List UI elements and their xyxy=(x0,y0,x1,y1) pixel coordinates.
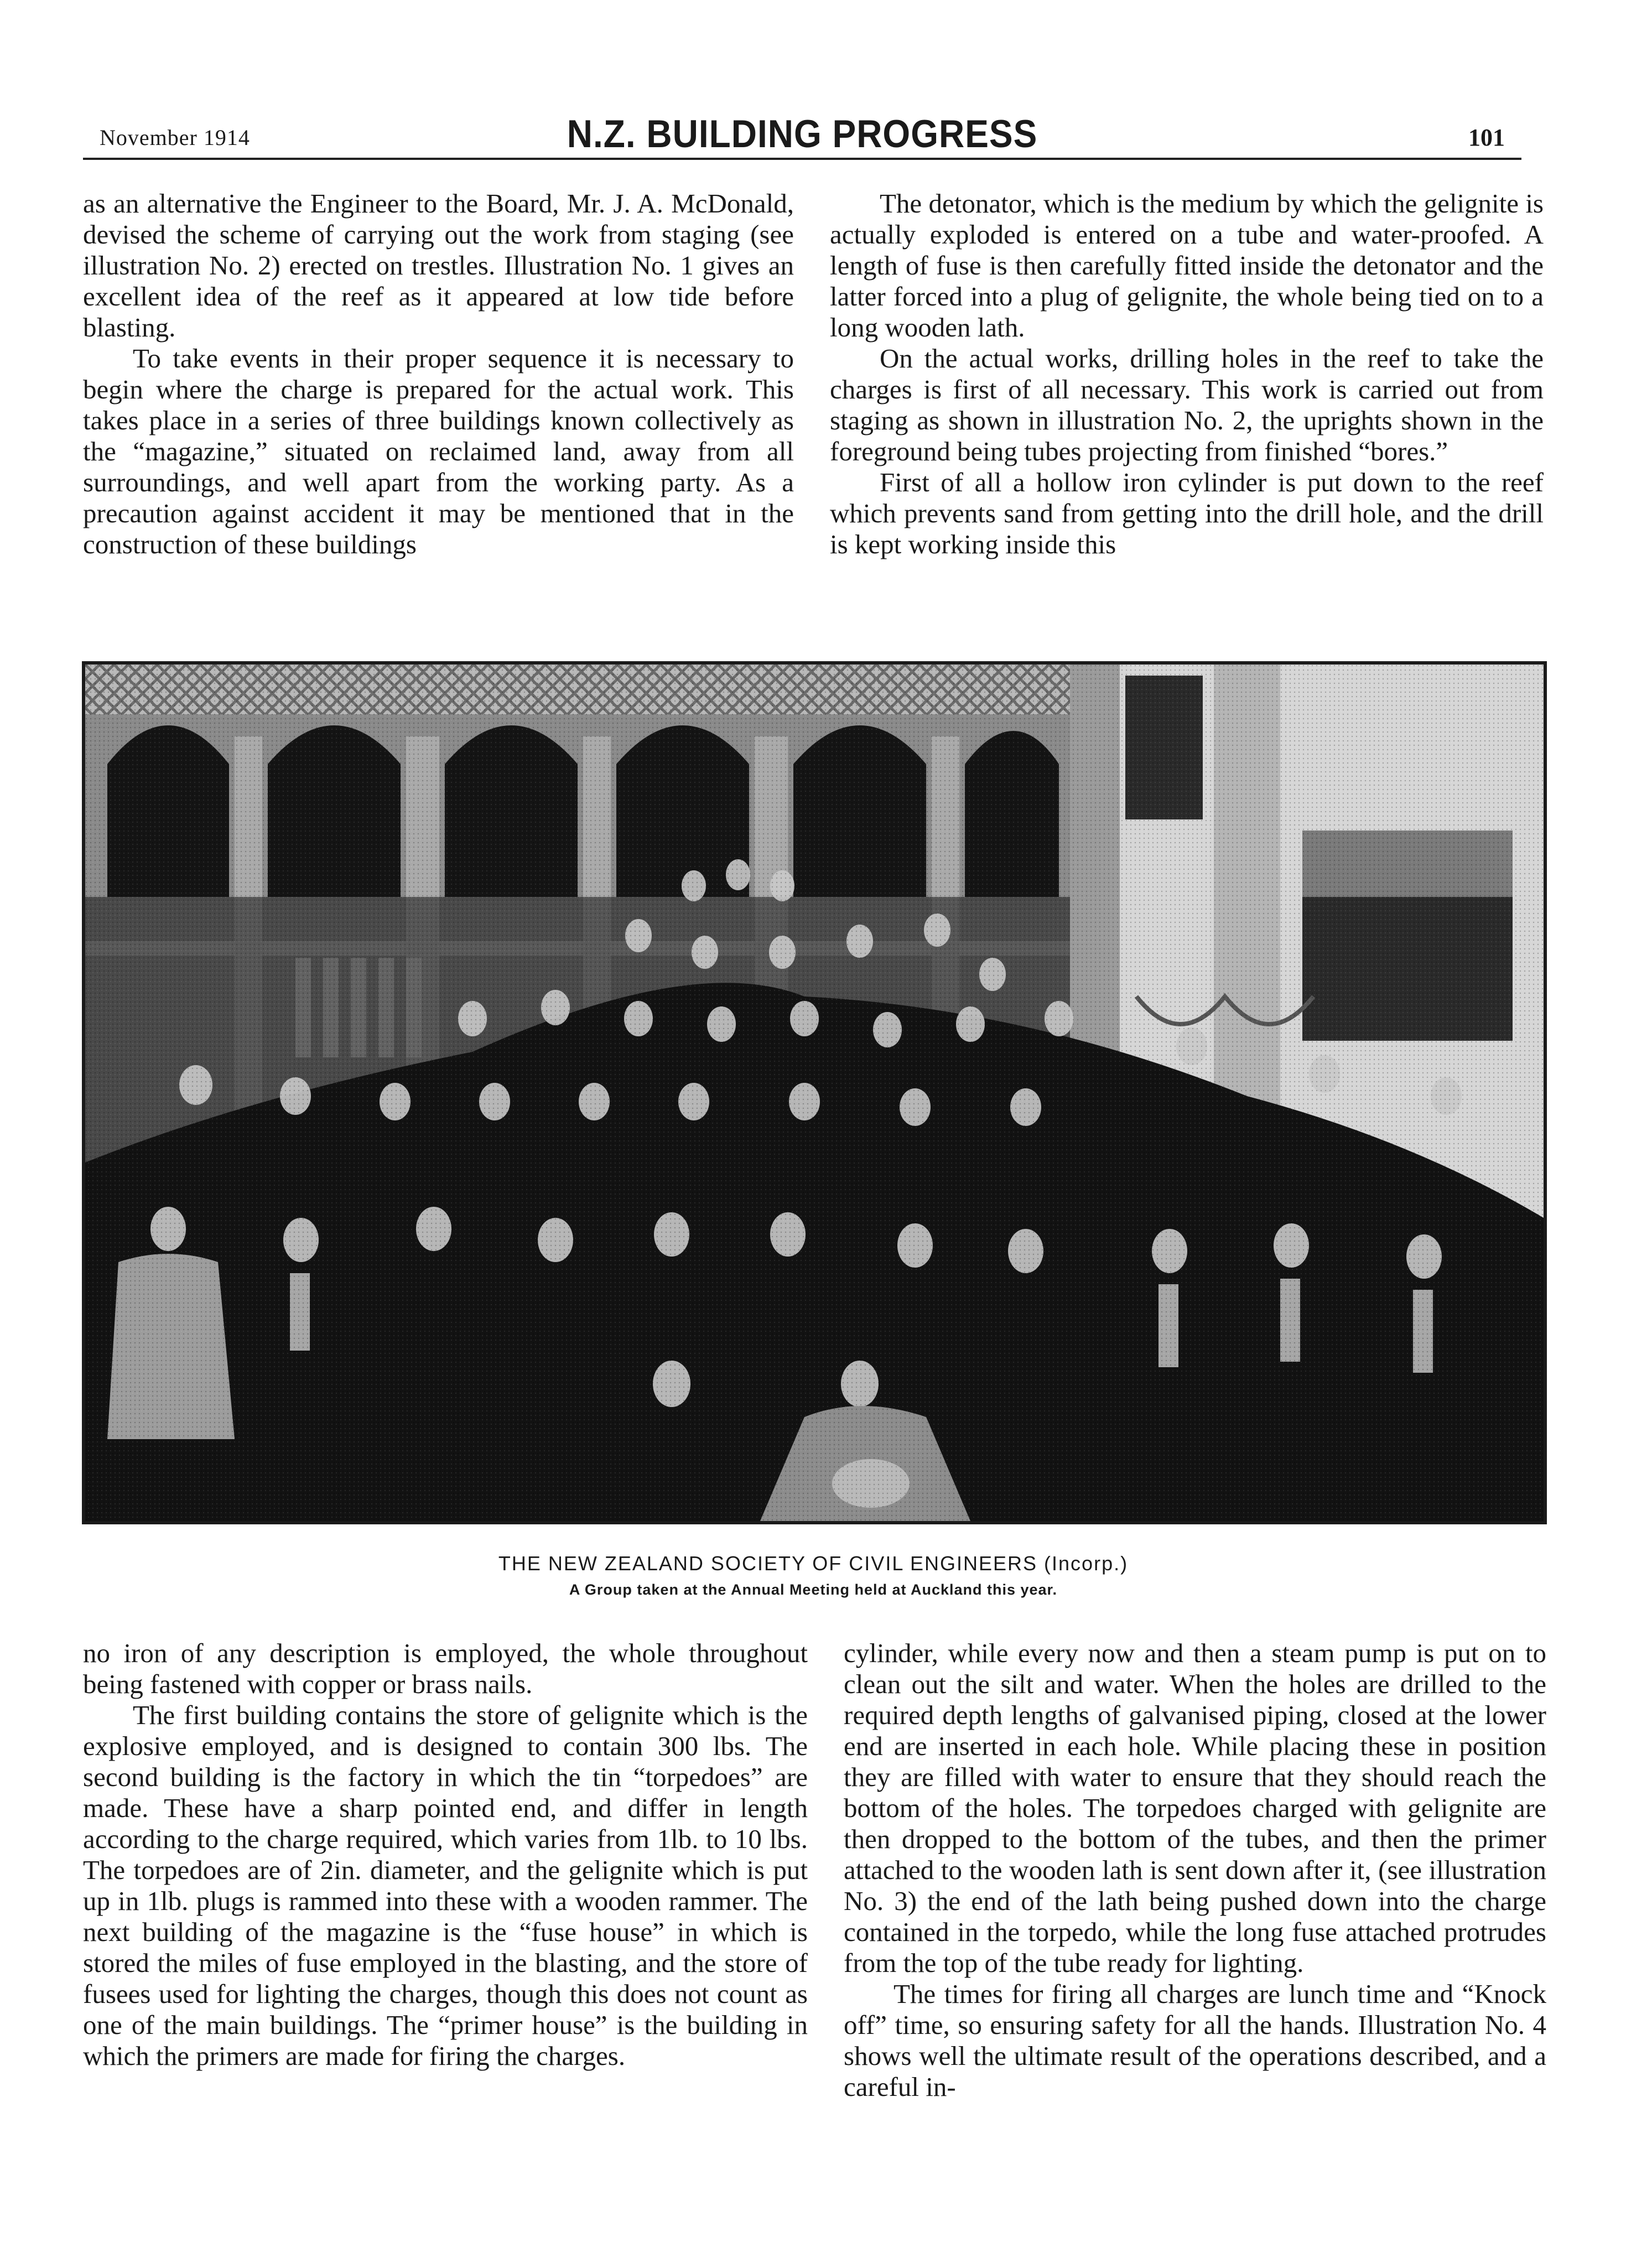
column-bottom-left xyxy=(83,1638,808,2191)
issue-date: November 1914 xyxy=(100,125,250,150)
paragraph: cylinder, while every now and then a steam pump is put on to clean out the silt and water. When the holes are drilled to the required depth lengths of galvanised piping, closed at the lower end are inserted in each hole. While placing these in position they are filled with water to ensure that they should reach the bottom of the holes. The torpedoes charged with gelignite are then dropped to the bottom of the tubes, and then the primer attached to the wooden lath is sent down after it, (see illustration No. 3) the end of the lath being pushed down into the charge contained in the torpedo, while the long fuse attached protrudes from the top of the tube ready for lighting. xyxy=(844,1638,1546,1978)
column-top-left xyxy=(83,188,794,620)
page-number: 101 xyxy=(1468,124,1505,151)
group-photograph-image xyxy=(85,665,1544,1521)
column-bottom-right xyxy=(844,1638,1546,2191)
paragraph: To take events in their proper sequence it is necessary to begin where the charge is prepared for the actual work. This takes place in a series of three buildings known collectively as the “magazine,” situated on reclaimed land, away from all surroundings, and well apart from the working party. As a precaution against accident it may be mentioned that in the construction of these buildings xyxy=(83,343,794,559)
paragraph: First of all a hollow iron cylinder is put down to the reef which prevents sand from getting into the drill hole, and the drill is kept working inside this xyxy=(830,467,1544,559)
column-top-right xyxy=(830,188,1544,620)
paragraph: The first building contains the store of gelignite which is the explosive employed, and is designed to contain 300 lbs. The second building is the factory in which the tin “torpedoes” are made. These have a sharp pointed end, and differ in length according to the charge required, which varies from 1lb. to 10 lbs. The torpedoes are of 2in. diameter, and the gelignite which is put up in 1lb. plugs is rammed into these with a wooden rammer. The next building of the magazine is the “fuse house” in which is stored the miles of fuse employed in the blasting, and the store of fusees used for lighting the charges, though this does not count as one of the main buildings. The “primer house” is the building in which the primers are made for firing the charges. xyxy=(83,1700,808,2071)
page-header xyxy=(83,113,1521,160)
photo-caption-subtitle: A Group taken at the Annual Meeting held at Auckland this year. xyxy=(569,1581,1058,1598)
paragraph: On the actual works, drilling holes in the reef to take the charges is first of all necessary. This work is carried out from staging as shown in illustration No. 2, the uprights shown in the foreground being tubes projecting from finished “bores.” xyxy=(830,343,1544,466)
paragraph: The times for firing all charges are lunch time and “Knock off” time, so ensuring safety for all the hands. Illustration No. 4 shows well the ultimate result of the operations described, and a careful in- xyxy=(844,1979,1546,2102)
photo-caption-title: THE NEW ZEALAND SOCIETY OF CIVIL ENGINEERS (Incorp.) xyxy=(498,1552,1129,1575)
paragraph: as an alternative the Engineer to the Board, Mr. J. A. McDonald, devised the scheme of carrying out the work from staging (see illustration No. 2) erected on trestles. Illustration No. 1 gives an excellent idea of the reef as it appeared at low tide before blasting. xyxy=(83,188,794,342)
paragraph: The detonator, which is the medium by which the gelignite is actually exploded is entered on a tube and water-proofed. A length of fuse is then carefully fitted inside the detonator and the latter forced into a plug of gelignite, the whole being tied on to a long wooden lath. xyxy=(830,188,1544,342)
paragraph: no iron of any description is employed, the whole throughout being fastened with copper or brass nails. xyxy=(83,1638,808,1699)
group-photograph xyxy=(82,661,1547,1524)
publication-title: N.Z. BUILDING PROGRESS xyxy=(567,112,1038,156)
